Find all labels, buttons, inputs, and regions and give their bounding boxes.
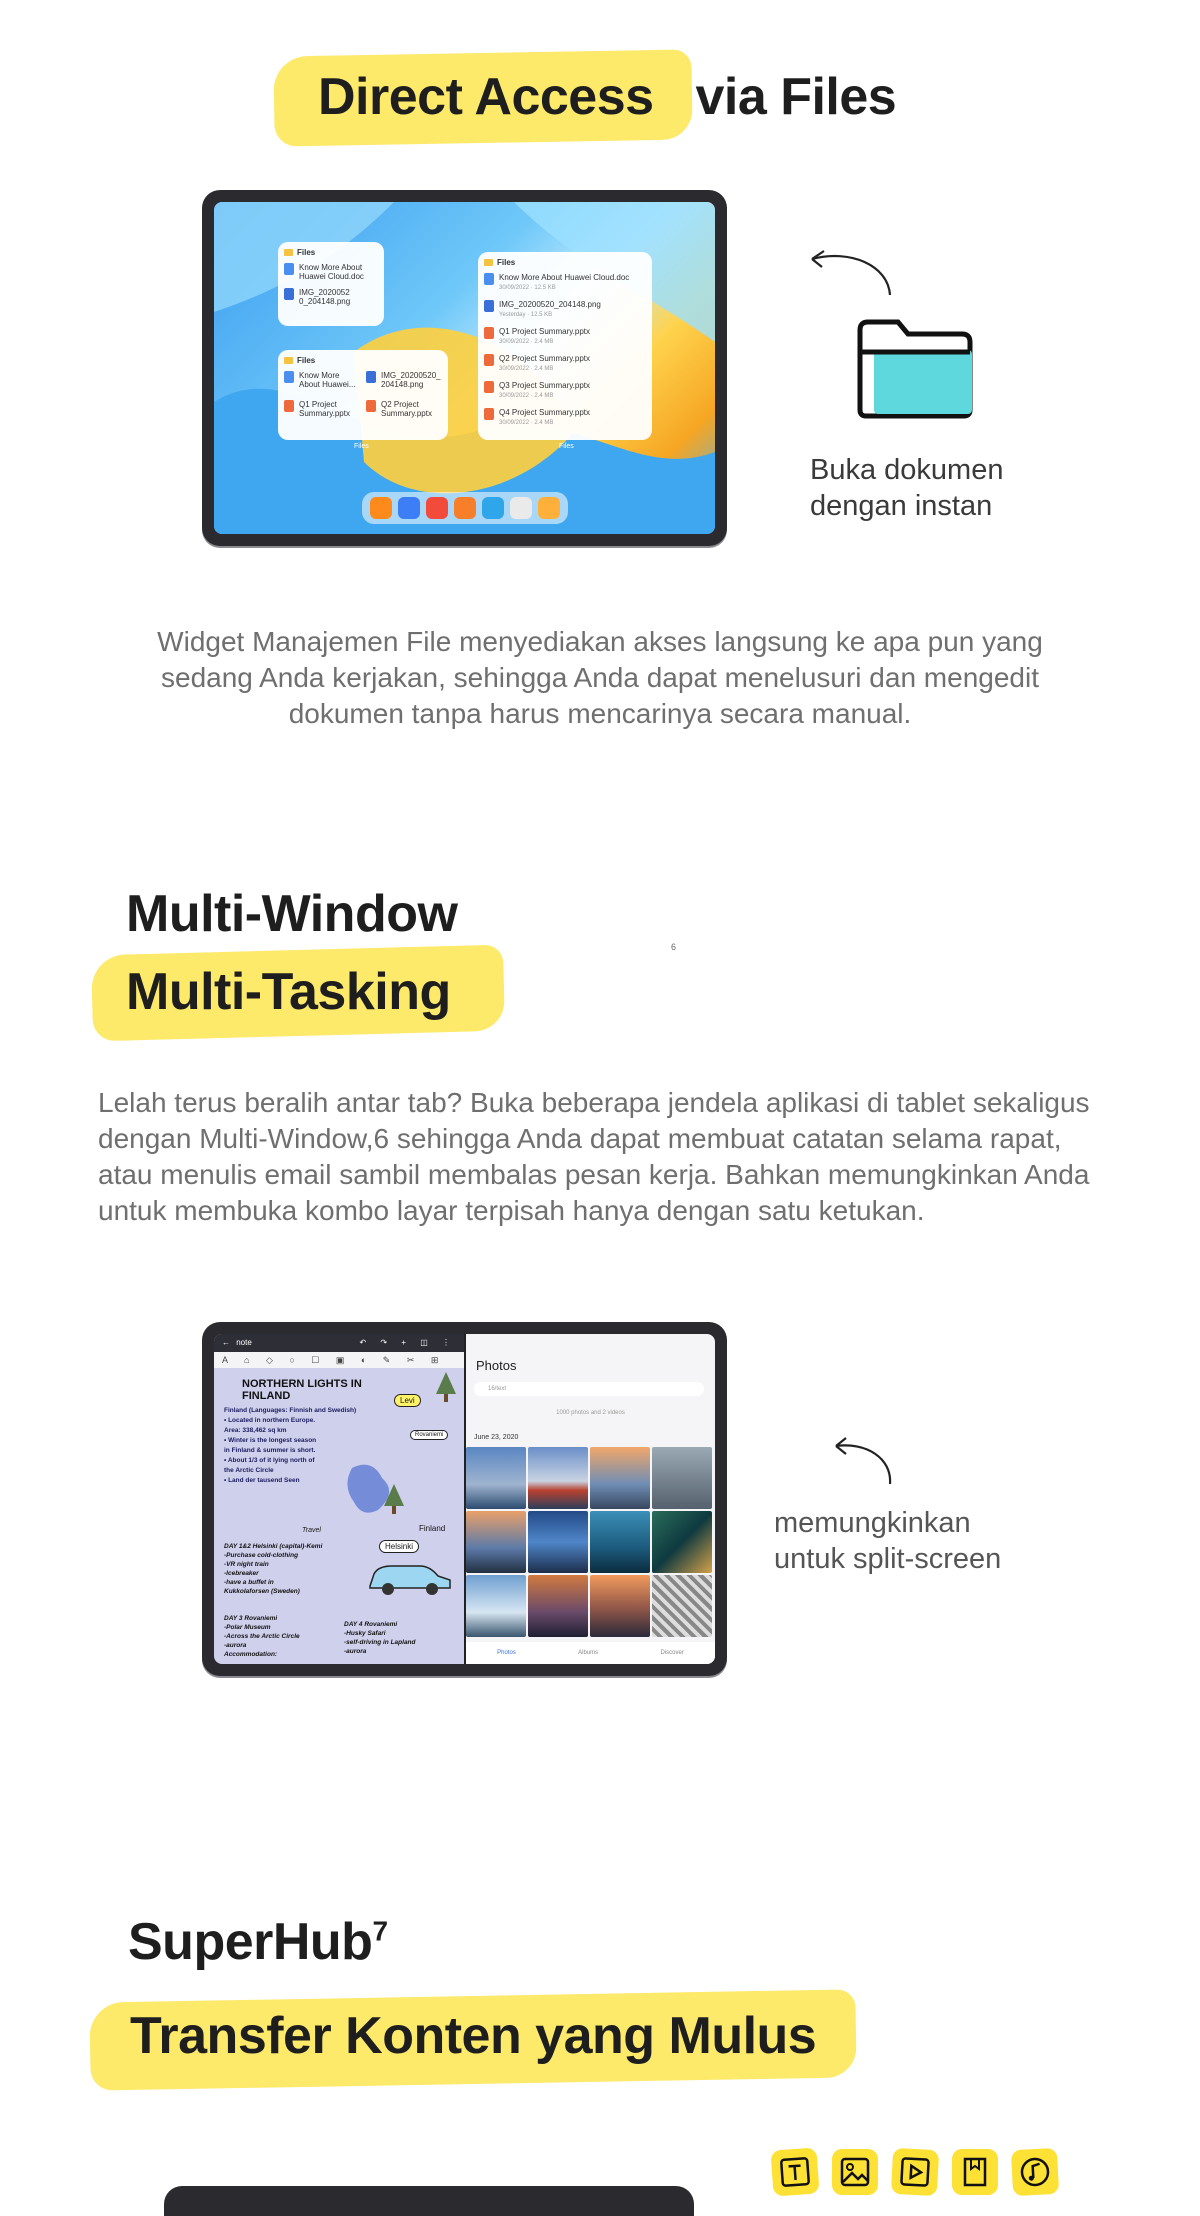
- note-tag: Rovaniemi: [410, 1430, 448, 1440]
- widget-small-title: Files: [297, 248, 316, 257]
- pptx-icon: [284, 400, 294, 412]
- note-tag: Finland: [419, 1524, 446, 1533]
- tab-photos[interactable]: Photos: [497, 1650, 516, 1656]
- multi-window-title: Multi-Window: [126, 885, 458, 943]
- note-day3: [224, 1614, 334, 1659]
- note-line: • Land der tausend Seen: [224, 1477, 300, 1484]
- multi-tasking-title: Multi-Tasking: [126, 963, 451, 1021]
- file-name: Q2 Project Summary.pptx: [499, 354, 590, 363]
- file-item[interactable]: [484, 408, 646, 428]
- folder-icon: [284, 357, 293, 364]
- tablet-split-screen: [202, 1322, 727, 1676]
- file-item[interactable]: [284, 371, 360, 389]
- file-name: Q1 Project Summary.pptx: [299, 400, 350, 418]
- curved-arrow-icon: [826, 1436, 896, 1486]
- note-line: • Winter is the longest season: [224, 1437, 317, 1444]
- note-travel: Travel: [302, 1527, 321, 1534]
- file-name: Know More About Huawei Cloud.doc: [299, 263, 364, 281]
- note-heading: NORTHERN LIGHTS IN FINLAND: [242, 1378, 362, 1402]
- file-item[interactable]: [484, 354, 646, 374]
- multi-window-caption: [774, 1505, 1001, 1577]
- file-item[interactable]: [484, 327, 646, 347]
- note-line: -Purchase cold-clothing: [224, 1552, 299, 1559]
- note-line: Accommodation:: [224, 1651, 278, 1658]
- widget-label: Files: [354, 443, 369, 450]
- note-day-title: DAY 4 Rovaniemi: [344, 1621, 398, 1628]
- note-line: -self-driving in Lapland: [344, 1639, 416, 1646]
- file-item[interactable]: [284, 400, 360, 418]
- doc-icon: [284, 371, 294, 383]
- file-item[interactable]: [484, 381, 646, 401]
- toolbar-icons[interactable]: ↶ ↷ + ◫ ⋮: [359, 1338, 456, 1347]
- caption-line-1: Buka dokumen: [810, 454, 1004, 486]
- photo-thumbnail[interactable]: [652, 1447, 712, 1509]
- footnote-marker: 7: [372, 1915, 388, 1947]
- file-meta: 30/09/2022 · 2.4 MB: [499, 366, 554, 372]
- note-line: Kukkolaforsen (Sweden): [224, 1588, 300, 1595]
- car-sketch-icon: [364, 1556, 456, 1596]
- direct-access-caption: [810, 452, 1003, 524]
- file-name: Q1 Project Summary.pptx: [499, 327, 590, 336]
- note-line: -aurora: [344, 1648, 367, 1655]
- photo-thumbnail[interactable]: [652, 1511, 712, 1573]
- image-file-icon: [484, 300, 494, 312]
- note-line: in Finland & summer is short.: [224, 1447, 316, 1454]
- image-file-icon: [366, 371, 376, 383]
- note-line: • About 1/3 of it lying north of: [224, 1457, 315, 1464]
- note-tag: Levi: [394, 1394, 421, 1407]
- note-day12: [224, 1542, 354, 1596]
- pptx-icon: [484, 381, 494, 393]
- folder-icon: [484, 259, 493, 266]
- note-line: -have a buffet in: [224, 1579, 274, 1586]
- app-icon[interactable]: [370, 497, 392, 519]
- tree-sketch-icon: [436, 1372, 456, 1402]
- photo-thumbnail[interactable]: [466, 1511, 526, 1573]
- note-line: Area: 338,462 sq km: [224, 1427, 287, 1434]
- photos-count: 1000 photos and 2 videos: [556, 1410, 625, 1416]
- file-item[interactable]: [284, 288, 378, 306]
- note-line: -VR night train: [224, 1561, 269, 1568]
- files-widget-grid[interactable]: [278, 350, 448, 440]
- file-icon: [952, 2149, 998, 2195]
- photo-thumbnail[interactable]: [466, 1447, 526, 1509]
- file-meta: Yesterday · 12.5 KB: [499, 312, 553, 318]
- music-icon: [1011, 2148, 1059, 2196]
- files-widget-small[interactable]: [278, 242, 384, 326]
- note-line: the Arctic Circle: [224, 1467, 274, 1474]
- text-icon: [770, 2147, 819, 2196]
- direct-access-description: Widget Manajemen File menyediakan akses langsung ke apa pun yang sedang Anda kerjakan, sehingga Anda dapat menelusuri dan mengedit dokumen tanpa harus mencarinya secara manual.: [157, 626, 1043, 729]
- file-name: IMG_2020052 0_204148.png: [299, 288, 351, 306]
- file-name: IMG_20200520_ 204148.png: [381, 371, 441, 389]
- file-item[interactable]: [366, 371, 442, 389]
- file-name: Q4 Project Summary.pptx: [499, 408, 590, 417]
- map-sketch-icon: [342, 1458, 402, 1518]
- note-line: -Icebreaker: [224, 1570, 259, 1577]
- file-name: Q2 Project Summary.pptx: [381, 400, 432, 418]
- note-toolbar[interactable]: A ⌂ ◇ ○ ☐ ▣ ◐ ✎ ✂ ⊞: [214, 1352, 464, 1368]
- photo-thumbnail[interactable]: [652, 1575, 712, 1637]
- doc-icon: [484, 273, 494, 285]
- note-line: -aurora: [224, 1642, 247, 1649]
- file-name: Q3 Project Summary.pptx: [499, 381, 590, 390]
- file-item[interactable]: [484, 273, 646, 293]
- note-app: [214, 1334, 464, 1664]
- direct-access-title-rest: via Files: [695, 68, 897, 126]
- note-day-title: DAY 1&2 Helsinki (capital)-Kemi: [224, 1543, 323, 1550]
- widget-label: Files: [559, 443, 574, 450]
- app-icon[interactable]: [482, 497, 504, 519]
- note-day4: [344, 1620, 464, 1656]
- doc-icon: [284, 263, 294, 275]
- note-day-title: DAY 3 Rovaniemi: [224, 1615, 278, 1622]
- tablet-files: [202, 190, 727, 546]
- photos-title: Photos: [476, 1358, 517, 1373]
- photos-bottom-tabs: [466, 1642, 715, 1664]
- folder-icon: [854, 316, 976, 420]
- superhub-subtitle: Transfer Konten yang Mulus: [130, 2007, 817, 2065]
- caption-line-2: dengan instan: [810, 490, 993, 522]
- direct-access-title-highlight: Direct Access: [318, 68, 654, 126]
- photo-thumbnail[interactable]: [528, 1511, 588, 1573]
- pptx-icon: [484, 327, 494, 339]
- pptx-icon: [484, 354, 494, 366]
- note-line: -Husky Safari: [344, 1630, 386, 1637]
- photos-app: [466, 1334, 715, 1664]
- photo-thumbnail[interactable]: [528, 1575, 588, 1637]
- folder-icon: [284, 249, 293, 256]
- app-icon[interactable]: [426, 497, 448, 519]
- app-dock: [362, 492, 568, 524]
- widget-large-title: Files: [497, 258, 516, 267]
- video-icon: [891, 2148, 939, 2196]
- image-file-icon: [284, 288, 294, 300]
- photo-thumbnail[interactable]: [528, 1447, 588, 1509]
- tablet-superhub-top-edge: [164, 2186, 694, 2216]
- image-icon: [832, 2149, 878, 2195]
- superhub-title: [128, 1912, 388, 1972]
- camera-icon[interactable]: [510, 497, 532, 519]
- pptx-icon: [366, 400, 376, 412]
- file-name: Know More About Huawei Cloud.doc: [499, 273, 630, 282]
- app-icon[interactable]: [398, 497, 420, 519]
- curved-arrow-icon: [800, 247, 896, 297]
- split-screen: [214, 1334, 715, 1664]
- note-tag: Helsinki: [379, 1540, 419, 1553]
- app-icon[interactable]: [454, 497, 476, 519]
- file-name: Know More About Huawei...: [299, 371, 356, 389]
- note-line: -Polar Museum: [224, 1624, 271, 1631]
- footnote-marker: 6: [671, 942, 677, 952]
- note-line: • Located in northern Europe.: [224, 1417, 316, 1424]
- file-meta: 30/09/2022 · 2.4 MB: [499, 339, 554, 345]
- note-header: [214, 1334, 464, 1352]
- widget-grid-title: Files: [297, 356, 316, 365]
- file-meta: 30/09/2022 · 12.5 KB: [499, 285, 556, 291]
- note-line: -Across the Arctic Circle: [224, 1633, 300, 1640]
- file-item[interactable]: [484, 300, 646, 320]
- note-line: Finland (Languages: Finnish and Swedish): [224, 1407, 357, 1414]
- file-item[interactable]: [284, 263, 378, 281]
- tab-albums[interactable]: Albums: [578, 1650, 599, 1656]
- photo-thumbnail[interactable]: [466, 1575, 526, 1637]
- back-icon[interactable]: ←: [222, 1338, 230, 1347]
- files-widget-large[interactable]: [478, 252, 652, 440]
- photos-date: June 23, 2020: [474, 1434, 519, 1441]
- file-item[interactable]: [366, 400, 442, 418]
- file-name: IMG_20200520_204148.png: [499, 300, 601, 309]
- note-header-title: note: [236, 1338, 252, 1347]
- photo-thumbnail[interactable]: [590, 1511, 650, 1573]
- tablet-files-screen: [214, 202, 715, 534]
- app-icon[interactable]: [538, 497, 560, 519]
- pptx-icon: [484, 408, 494, 420]
- multi-window-description: Lelah terus beralih antar tab? Buka beberapa jendela aplikasi di tablet sekaligus dengan Multi-Window,6 sehingga Anda dapat membuat catatan selama rapat, atau menulis email sambil membalas pesan kerja. Bahkan memungkinkan Anda untuk membuka kombo layar terpisah hanya dengan satu ketukan.: [98, 1087, 1090, 1226]
- photos-search-input[interactable]: 16/text: [474, 1382, 704, 1396]
- file-meta: 30/09/2022 · 2.4 MB: [499, 420, 554, 426]
- photo-thumbnail[interactable]: [590, 1575, 650, 1637]
- file-meta: 30/09/2022 · 2.4 MB: [499, 393, 554, 399]
- caption-line-1: memungkinkan: [774, 1507, 971, 1539]
- caption-line-2: untuk split-screen: [774, 1543, 1002, 1575]
- photo-thumbnail[interactable]: [590, 1447, 650, 1509]
- tab-discover[interactable]: Discover: [660, 1650, 684, 1656]
- direct-access-title: [318, 67, 896, 127]
- superhub-title-text: SuperHub: [128, 1913, 373, 1971]
